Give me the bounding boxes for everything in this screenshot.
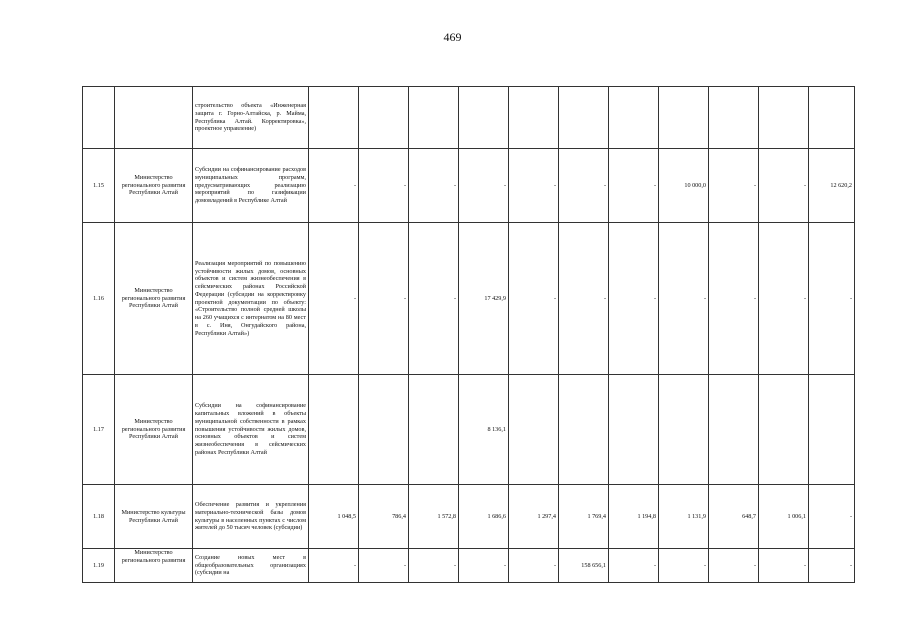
value-cell — [609, 87, 659, 149]
value-cell: - — [709, 223, 759, 375]
value-cell: - — [359, 549, 409, 583]
row-number-cell: 1.15 — [83, 149, 115, 223]
value-cell: - — [709, 549, 759, 583]
organization-cell: Министерство культуры Республики Алтай — [115, 485, 193, 549]
value-cell — [359, 375, 409, 485]
value-cell: - — [309, 149, 359, 223]
value-cell — [609, 375, 659, 485]
value-cell: 1 194,8 — [609, 485, 659, 549]
row-number-cell: 1.16 — [83, 223, 115, 375]
description-cell: Создание новых мест в общеобразовательных организациях (субсидии на — [193, 549, 309, 583]
value-cell: - — [609, 223, 659, 375]
row-number-cell: 1.18 — [83, 485, 115, 549]
organization-cell: Министерство регионального развития Республики Алтай — [115, 149, 193, 223]
value-cell: - — [759, 149, 809, 223]
value-cell: - — [559, 223, 609, 375]
value-cell — [359, 87, 409, 149]
value-cell — [659, 87, 709, 149]
description-cell: Обеспечение развития и укрепления материально-технической базы домов культуры в населенных пунктах с числом жителей до 50 тысяч человек (субсидии) — [193, 485, 309, 549]
value-cell: 1 686,6 — [459, 485, 509, 549]
value-cell: - — [409, 149, 459, 223]
table-row — [83, 375, 855, 485]
organization-cell: Министерство регионального развития Республики Алтай — [115, 375, 193, 485]
organization-cell: Министерство регионального развития Республики Алтай — [115, 223, 193, 375]
value-cell — [709, 375, 759, 485]
value-cell: 786,4 — [359, 485, 409, 549]
value-cell — [559, 87, 609, 149]
value-cell: - — [509, 149, 559, 223]
value-cell: - — [759, 549, 809, 583]
value-cell: - — [659, 549, 709, 583]
value-cell — [509, 375, 559, 485]
value-cell — [309, 87, 359, 149]
value-cell — [709, 87, 759, 149]
table-row — [83, 485, 855, 549]
page-number: 469 — [443, 30, 462, 44]
value-cell — [409, 375, 459, 485]
row-number-cell: 1.17 — [83, 375, 115, 485]
description-cell: Субсидии на софинансирование капитальных вложений в объекты муниципальной собственности в рамках повышения устойчивости жилых домов, основных объектов и систем жизнеобеспечения в сейсмических районах Республики Алтай — [193, 375, 309, 485]
value-cell: - — [809, 549, 855, 583]
budget-table — [82, 86, 855, 583]
table-row — [83, 223, 855, 375]
table-row — [83, 87, 855, 149]
value-cell: - — [359, 149, 409, 223]
value-cell: - — [309, 549, 359, 583]
value-cell: - — [509, 549, 559, 583]
value-cell: - — [709, 149, 759, 223]
value-cell: - — [809, 223, 855, 375]
table-row — [83, 549, 855, 583]
description-cell: Реализация мероприятий по повышению устойчивости жилых домов, основных объектов и систем жизнеобеспечения в сейсмических районах Российской Федерации (субсидии на корректировку проектной документации по объекту: «Строительство полной средней школы на 260 учащихся с интернатом на 80 мест в с. Иня, Онгудайского района, Республики Алтай») — [193, 223, 309, 375]
value-cell — [759, 375, 809, 485]
value-cell: 10 000,0 — [659, 149, 709, 223]
value-cell — [509, 87, 559, 149]
value-cell: 158 656,1 — [559, 549, 609, 583]
value-cell: - — [309, 223, 359, 375]
row-number-cell: 1.19 — [83, 549, 115, 583]
value-cell — [759, 87, 809, 149]
organization-cell: Министерство регионального развития — [115, 549, 193, 583]
value-cell: 1 048,5 — [309, 485, 359, 549]
value-cell — [659, 375, 709, 485]
value-cell: - — [409, 223, 459, 375]
value-cell: - — [809, 485, 855, 549]
value-cell: 1 769,4 — [559, 485, 609, 549]
value-cell: 648,7 — [709, 485, 759, 549]
value-cell: - — [359, 223, 409, 375]
value-cell: 12 620,2 — [809, 149, 855, 223]
value-cell: - — [509, 223, 559, 375]
table-row — [83, 149, 855, 223]
description-cell: Субсидии на софинансирование расходов муниципальных программ, предусматривающих реализацию мероприятий по газификации домовладений в Республике Алтай — [193, 149, 309, 223]
value-cell — [409, 87, 459, 149]
value-cell: - — [459, 149, 509, 223]
value-cell: 17 429,9 — [459, 223, 509, 375]
value-cell: 8 136,1 — [459, 375, 509, 485]
value-cell — [309, 375, 359, 485]
value-cell — [559, 375, 609, 485]
value-cell — [809, 375, 855, 485]
value-cell: - — [409, 549, 459, 583]
value-cell: - — [759, 223, 809, 375]
value-cell: - — [559, 149, 609, 223]
value-cell: - — [609, 149, 659, 223]
value-cell — [809, 87, 855, 149]
value-cell: 1 131,9 — [659, 485, 709, 549]
value-cell: 1 297,4 — [509, 485, 559, 549]
row-number-cell — [83, 87, 115, 149]
value-cell: - — [459, 549, 509, 583]
value-cell — [459, 87, 509, 149]
value-cell: 1 006,1 — [759, 485, 809, 549]
organization-cell — [115, 87, 193, 149]
value-cell: - — [659, 223, 709, 375]
value-cell: - — [609, 549, 659, 583]
description-cell: строительство объекта «Инженерная защита г. Горно-Алтайска, р. Майма, Республика Алтай. Корректировка», проектное управление) — [193, 87, 309, 149]
value-cell: 1 572,8 — [409, 485, 459, 549]
